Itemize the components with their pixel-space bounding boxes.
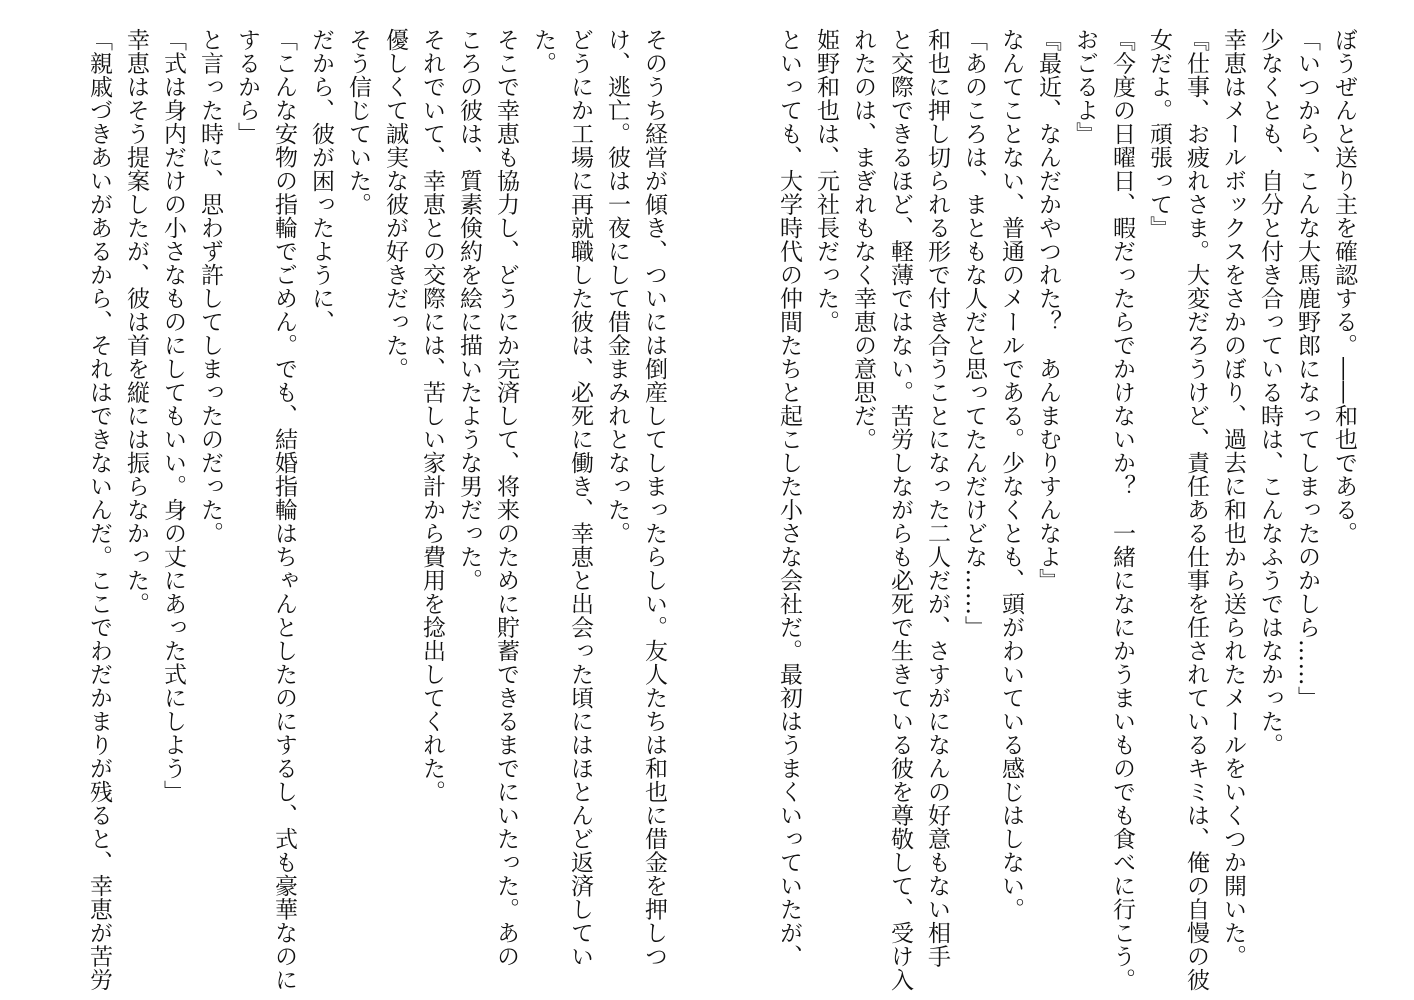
text-line: 優しくて誠実な彼が好きだった。: [382, 28, 408, 381]
text-line: 女だよ。頑張って』: [1146, 28, 1172, 240]
text-line: 『仕事、お疲れさま。大変だろうけど、責任ある仕事を任されているキミは、俺の自慢の彼: [1183, 28, 1209, 992]
text-line: 和也に押し切られる形で付き合うことになった二人だが、さすがになんの好意もない相手: [924, 28, 950, 968]
text-line: 「こんな安物の指輪でごめん。でも、結婚指輪はちゃんとしたのにするし、式も豪華なのに: [271, 28, 297, 992]
text-line: と交際できるほど、軽薄ではない。苦労しながらも必死で生きている彼を尊敬して、受け入: [887, 28, 913, 992]
text-line: 「親戚づきあいがあるから、それはできないんだ。ここでわだかまりが残ると、幸恵が苦労: [86, 28, 112, 992]
text-line: け、逃亡。彼は一夜にして借金まみれとなった。: [604, 28, 630, 545]
text-line: 姫野和也は、元社長だった。: [813, 28, 839, 334]
text-line: ぼうぜんと送り主を確認する。――和也である。: [1331, 28, 1357, 545]
text-line: 『今度の日曜日、暇だったらでかけないか？ 一緒になにかうまいものでも食べに行こう。: [1109, 28, 1135, 992]
text-line: た。: [530, 28, 556, 75]
text-line: どうにか工場に再就職した彼は、必死に働き、幸恵と出会った頃にはほとんど返済してい: [567, 28, 593, 968]
text-block-right: [742, 28, 1362, 992]
text-line: 幸恵はそう提案したが、彼は首を縦には振らなかった。: [123, 28, 149, 616]
text-line: なんてことない、普通のメールである。少なくとも、頭がわいている感じはしない。: [998, 28, 1024, 921]
text-block-left: [0, 28, 672, 992]
text-line: 幸恵はメールボックスをさかのぼり、過去に和也から送られたメールをいくつか開いた。: [1220, 28, 1246, 968]
text-line: それでいて、幸恵との交際には、苦しい家計から費用を捻出してくれた。: [419, 28, 445, 804]
text-line: 『最近、なんだかやつれた？ あんまむりすんなよ』: [1035, 28, 1061, 592]
text-line: れたのは、まぎれもなく幸恵の意思だ。: [850, 28, 876, 451]
text-line: と言った時に、思わず許してしまったのだった。: [197, 28, 223, 545]
text-line: そのうち経営が傾き、ついには倒産してしまったらしい。友人たちは和也に借金を押しつ: [641, 28, 667, 968]
text-line: といっても、大学時代の仲間たちと起こした小さな会社だ。最初はうまくいっていたが、: [776, 28, 802, 968]
text-line: だから、彼が困ったように、: [308, 28, 334, 334]
text-line: 「いつから、こんな大馬鹿野郎になってしまったのかしら……」: [1294, 28, 1320, 710]
text-line: 「式は身内だけの小さなものにしてもいい。身の丈にあった式にしよう」: [160, 28, 186, 804]
text-line: おごるよ』: [1072, 28, 1098, 146]
text-line: そう信じていた。: [345, 28, 371, 216]
text-line: そこで幸恵も協力し、どうにか完済して、将来のために貯蓄できるまでにいたった。あの: [493, 28, 519, 968]
text-line: 「あのころは、まともな人だと思ってたんだけどな……」: [961, 28, 987, 639]
text-line: ころの彼は、質素倹約を絵に描いたような男だった。: [456, 28, 482, 592]
text-line: するから」: [234, 28, 260, 146]
text-line: 少なくとも、自分と付き合っている時は、こんなふうではなかった。: [1257, 28, 1283, 757]
